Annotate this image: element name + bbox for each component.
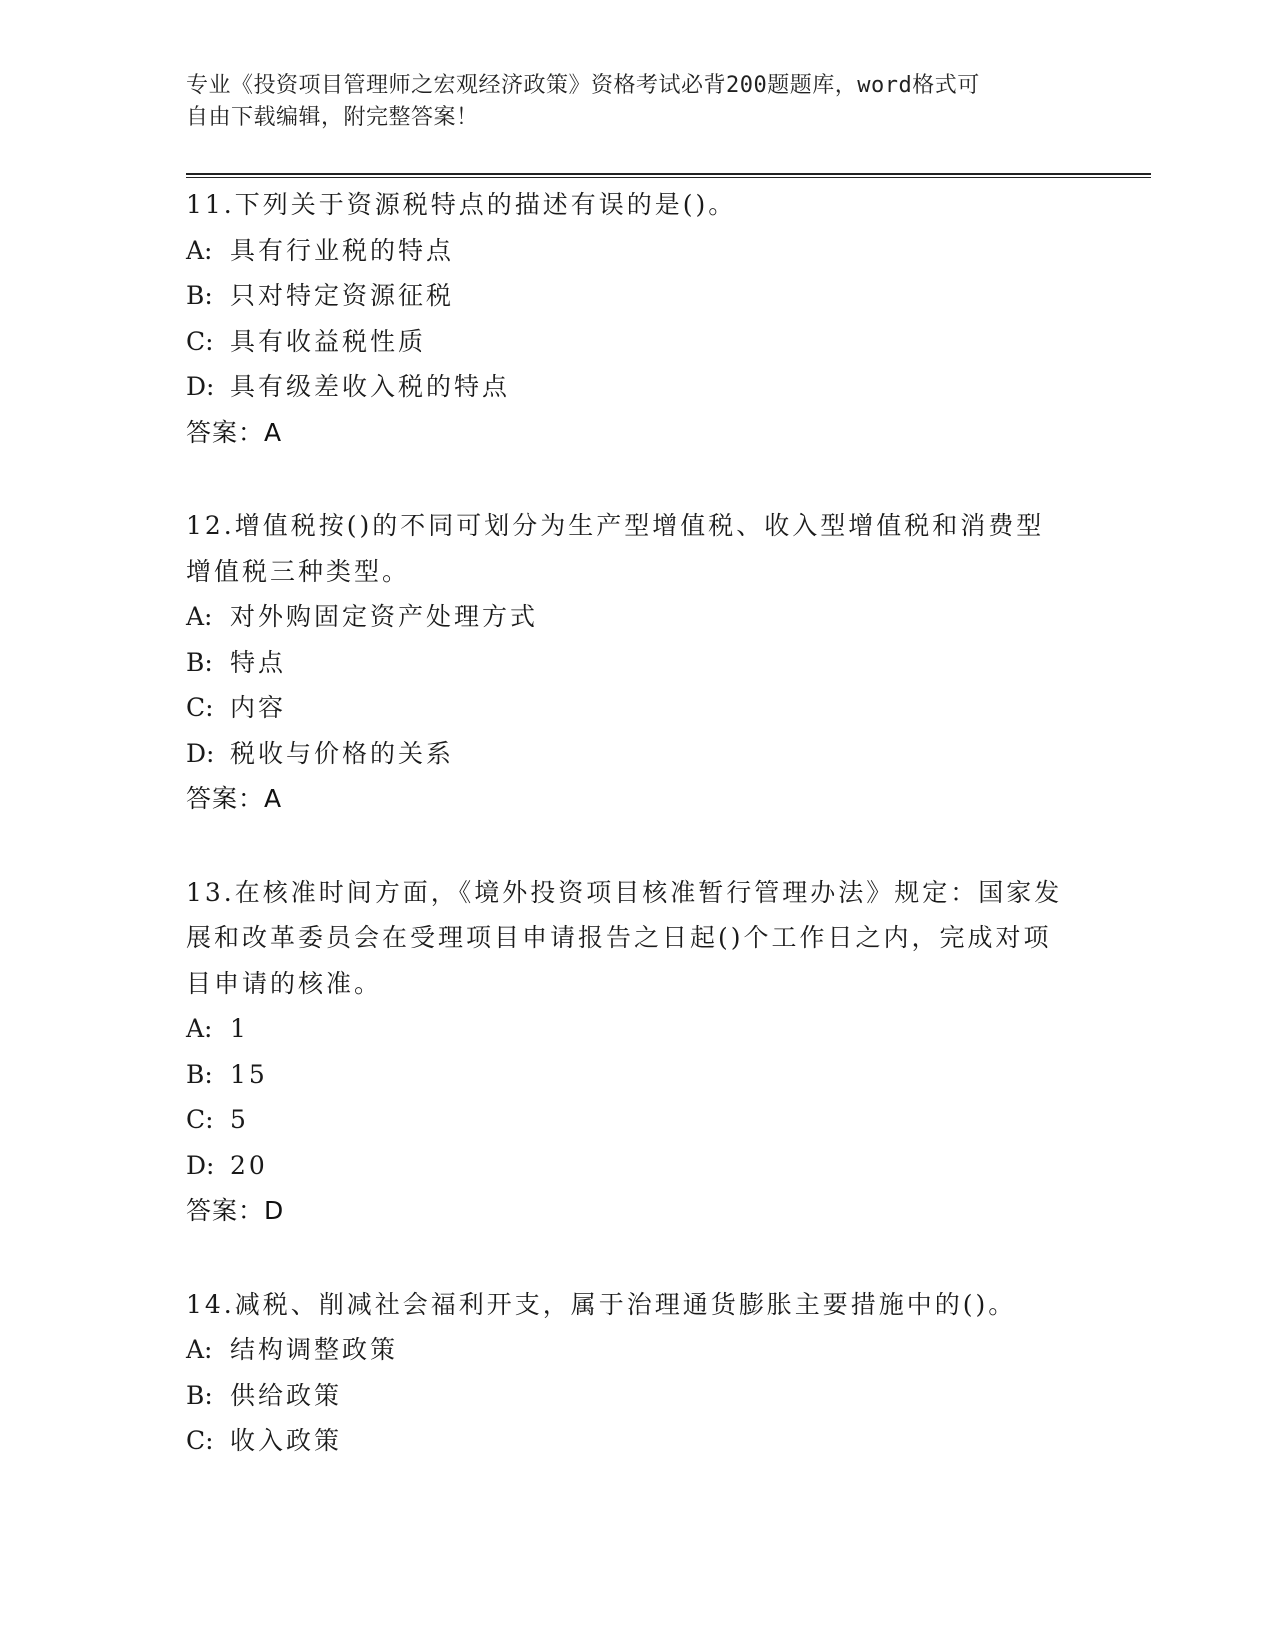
option-text: 结构调整政策 [230, 1335, 399, 1364]
option-b [186, 1373, 1066, 1419]
option-a [186, 1006, 1066, 1052]
option-letter: A: [186, 602, 213, 631]
question-11 [186, 182, 1146, 455]
header-line-1: 专业《投资项目管理师之宏观经济政策》资格考试必背200题题库，word格式可 [186, 73, 980, 98]
option-letter: A: [186, 1014, 213, 1043]
question-text: 14.减税、削减社会福利开支，属于治理通货膨胀主要措施中的()。 [186, 1289, 1017, 1319]
question-spacer [186, 455, 1146, 499]
answer-label: 答案：A [186, 417, 283, 447]
question-13 [186, 870, 1146, 1234]
header-line-2: 自由下载编辑，附完整答案！ [186, 105, 479, 130]
header-divider [186, 173, 1151, 178]
answer-label: 答案：A [186, 784, 283, 813]
option-letter: C: [186, 693, 214, 722]
option-text: 1 [230, 1014, 249, 1043]
document-page [186, 70, 1146, 1464]
option-c [186, 1097, 1066, 1143]
option-letter: B: [186, 281, 213, 310]
option-d [186, 731, 1066, 777]
option-text: 内容 [230, 693, 287, 722]
option-text: 特点 [230, 647, 287, 677]
option-text: 税收与价格的关系 [230, 738, 455, 768]
question-12 [186, 503, 1146, 822]
option-letter: D: [186, 738, 215, 768]
option-letter: B: [186, 1059, 213, 1089]
option-a [186, 594, 1066, 640]
question-text: 11.下列关于资源税特点的描述有误的是()。 [186, 190, 737, 219]
option-text: 只对特定资源征税 [230, 281, 455, 310]
option-a [186, 1327, 1066, 1373]
option-text: 供给政策 [230, 1380, 343, 1410]
question-text: 13.在核准时间方面，《境外投资项目核准暂行管理办法》规定：国家发展和改革委员会在受理项目申请报告之日起()个工作日之内，完成对项目申请的核准。 [186, 877, 1063, 998]
option-d [186, 1143, 1066, 1189]
option-text: 收入政策 [230, 1426, 343, 1455]
option-b [186, 1052, 1066, 1098]
question-text: 12.增值税按()的不同可划分为生产型增值税、收入型增值税和消费型增值税三种类型。 [186, 511, 1045, 586]
answer-label: 答案：D [186, 1196, 285, 1225]
option-letter: C: [186, 1105, 214, 1134]
option-text: 具有级差收入税的特点 [230, 372, 511, 401]
option-text: 15 [230, 1059, 268, 1089]
option-text: 具有收益税性质 [230, 326, 427, 356]
option-letter: C: [186, 326, 214, 356]
option-letter: A: [186, 1335, 213, 1364]
option-b [186, 640, 1066, 686]
option-c [186, 1418, 1066, 1464]
option-letter: D: [186, 1150, 215, 1180]
option-b [186, 273, 1066, 319]
option-letter: C: [186, 1426, 214, 1455]
option-letter: B: [186, 1380, 213, 1410]
option-text: 对外购固定资产处理方式 [230, 602, 539, 631]
question-spacer [186, 822, 1146, 866]
question-14 [186, 1282, 1146, 1464]
option-letter: A: [186, 235, 213, 265]
option-a [186, 228, 1066, 274]
option-c [186, 319, 1066, 365]
option-d [186, 364, 1066, 410]
option-text: 5 [230, 1105, 249, 1134]
document-header [186, 70, 1056, 134]
option-letter: D: [186, 372, 215, 401]
option-text: 20 [230, 1150, 268, 1180]
option-c [186, 685, 1066, 731]
option-text: 具有行业税的特点 [230, 235, 455, 265]
option-letter: B: [186, 647, 213, 677]
question-spacer [186, 1234, 1146, 1278]
